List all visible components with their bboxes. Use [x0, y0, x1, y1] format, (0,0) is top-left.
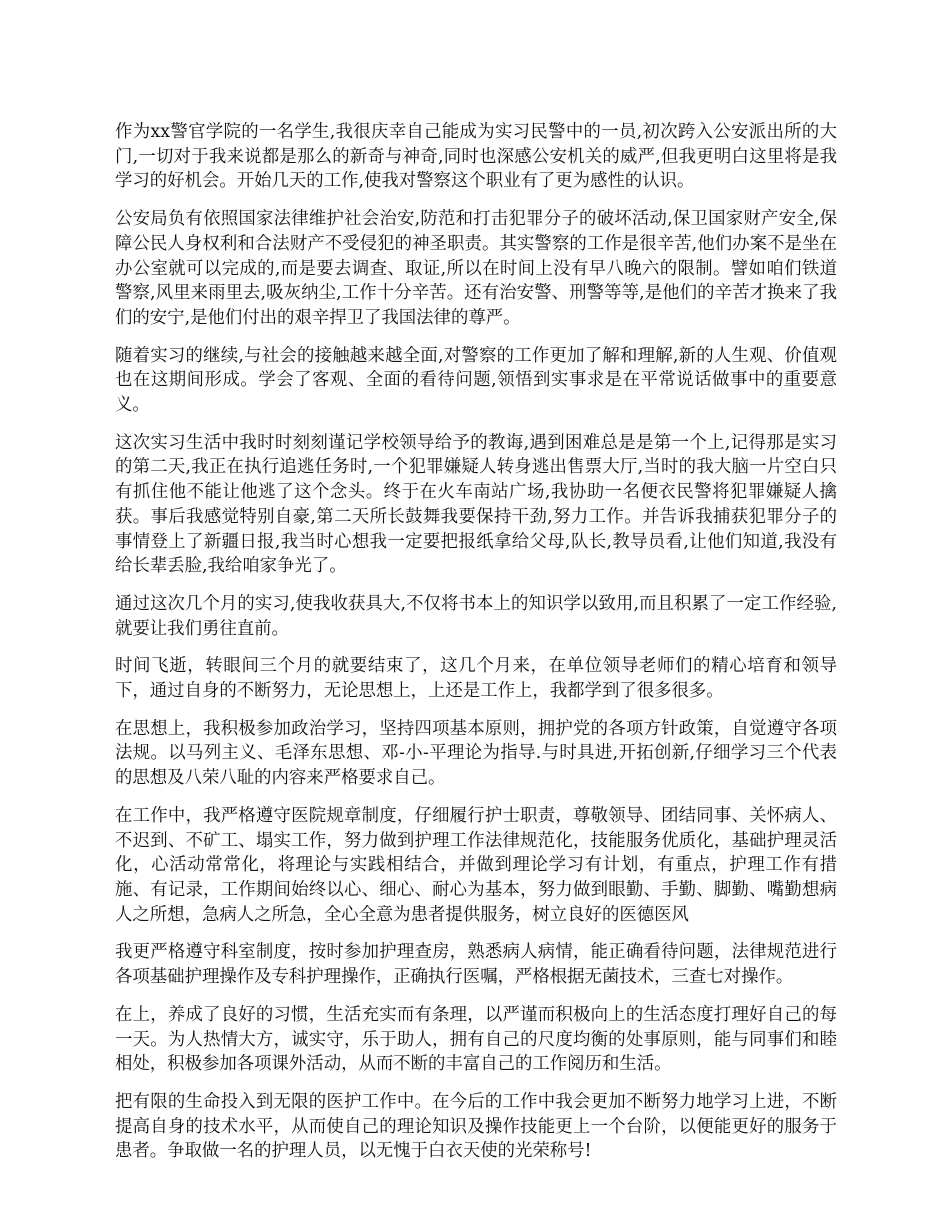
- paragraph-11: 把有限的生命投入到无限的医护工作中。在今后的工作中我会更加不断努力地学习上进，不断提高自身的技术水平，从而使自己的理论知识及操作技能更上一个台阶，以便能更好的服务于患者。争取做一名的护理人员，以无愧于白衣天使的光荣称号!: [115, 1091, 837, 1162]
- paragraph-9: 我更严格遵守科室制度，按时参加护理查房，熟悉病人病情，能正确看待问题，法律规范进行各项基础护理操作及专科护理操作，正确执行医嘱，严格根据无菌技术，三查七对操作。: [115, 942, 837, 988]
- paragraph-6: 时间飞逝，转眼间三个月的就要结束了，这几个月来，在单位领导老师们的精心培育和领导下，通过自身的不断努力，无论思想上，上还是工作上，我都学到了很多很多。: [115, 656, 837, 702]
- paragraph-4: 这次实习生活中我时时刻刻谨记学校领导给予的教诲,遇到困难总是是第一个上,记得那是实习的第二天,我正在执行追逃任务时,一个犯罪嫌疑人转身逃出售票大厅,当时的我大脑一片空白只有抓住他不能让他逃了这个念头。终于在火车南站广场,我协助一名便衣民警将犯罪嫌疑人擒获。事后我感觉特别自豪,第二天所长鼓舞我要保持干劲,努力工作。并告诉我捕获犯罪分子的事情登上了新疆日报,我当时心想我一定要把报纸拿给父母,队长,教导员看,让他们知道,我没有给长辈丢脸,我给咱家争光了。: [115, 432, 837, 577]
- paragraph-7: 在思想上，我积极参加政治学习，坚持四项基本原则，拥护党的各项方针政策，自觉遵守各项法规。以马列主义、毛泽东思想、邓-小-平理论为指导.与时具进,开拓创新,仔细学习三个代表的思想及八荣八耻的内容来严格要求自己。: [115, 718, 837, 789]
- paragraph-5: 通过这次几个月的实习,使我收获具大,不仅将书本上的知识学以致用,而且积累了一定工作经验,就要让我们勇往直前。: [115, 593, 837, 639]
- document-page: [115, 120, 837, 1177]
- paragraph-1: 作为xx警官学院的一名学生,我很庆幸自己能成为实习民警中的一员,初次跨入公安派出所的大门,一切对于我来说都是那么的新奇与神奇,同时也深感公安机关的威严,但我更明白这里将是我学习的好机会。开始几天的工作,使我对警察这个职业有了更为感性的认识。: [115, 122, 837, 192]
- paragraph-8: 在工作中，我严格遵守医院规章制度，仔细履行护士职责，尊敬领导、团结同事、关怀病人、不迟到、不矿工、塌实工作，努力做到护理工作法律规范化，技能服务优质化，基础护理灵活化，心活动常常化，将理论与实践相结合，并做到理论学习有计划，有重点，护理工作有措施、有记录，工作期间始终以心、细心、耐心为基本，努力做到眼勤、手勤、脚勤、嘴勤想病人之所想，急病人之所急，全心全意为患者提供服务，树立良好的医德医风: [115, 805, 837, 925]
- paragraph-2: 公安局负有依照国家法律维护社会治安,防范和打击犯罪分子的破坏活动,保卫国家财产安全,保障公民人身权利和合法财产不受侵犯的神圣职责。其实警察的工作是很辛苦,他们办案不是坐在办公室就可以完成的,而是要去调查、取证,所以在时间上没有早八晚六的限制。譬如咱们铁道警察,风里来雨里去,吸灰纳尘,工作十分辛苦。还有治安警、刑警等等,是他们的辛苦才换来了我们的安宁,是他们付出的艰辛捍卫了我国法律的尊严。: [115, 209, 837, 328]
- paragraph-10: 在上，养成了良好的习惯，生活充实而有条理，以严谨而积极向上的生活态度打理好自己的每一天。为人热情大方，诚实守，乐于助人，拥有自己的尺度均衡的处事原则，能与同事们和睦相处，积极参加各项课外活动，从而不断的丰富自己的工作阅历和生活。: [115, 1004, 837, 1075]
- paragraph-3: 随着实习的继续,与社会的接触越来越全面,对警察的工作更加了解和理解,新的人生观、价值观也在这期间形成。学会了客观、全面的看待问题,领悟到实事求是在平常说话做事中的重要意义。: [115, 345, 837, 416]
